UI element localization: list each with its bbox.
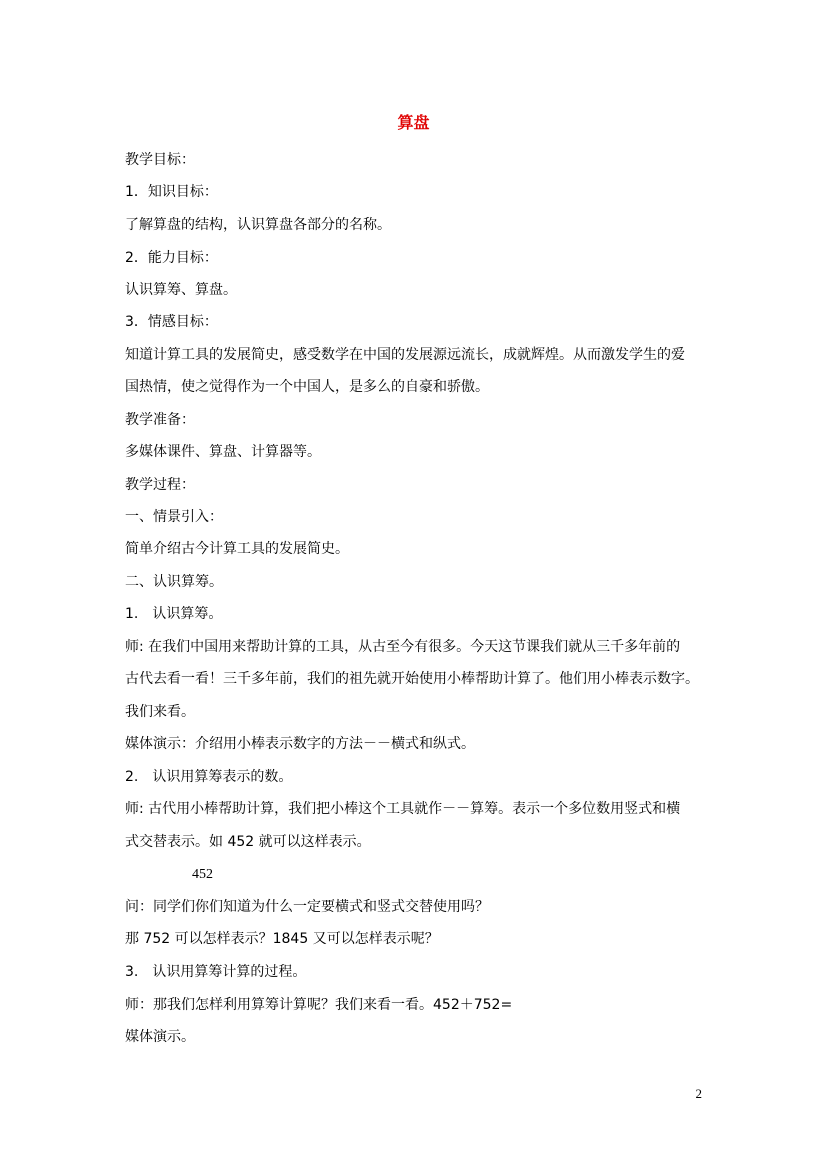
document-title: 算盘 xyxy=(397,113,430,132)
text-line: 2. 认识用算筹表示的数。 xyxy=(125,769,293,785)
text-line: 1．知识目标： xyxy=(125,184,218,200)
text-line: 式交替表示。如 452 就可以这样表示。 xyxy=(125,834,371,850)
text-line: 1. 认识算筹。 xyxy=(125,606,223,622)
text-line: 师：那我们怎样利用算筹计算呢？我们来看一看。452＋752= xyxy=(125,997,513,1013)
text-line: 教学目标： xyxy=(125,152,195,168)
text-line: 452 xyxy=(192,867,213,882)
text-line: 我们来看。 xyxy=(125,704,195,720)
text-line: 国热情，使之觉得作为一个中国人，是多么的自豪和骄傲。 xyxy=(125,379,489,395)
text-line: 认识算筹、算盘。 xyxy=(125,282,237,298)
page-number: 2 xyxy=(695,1086,702,1101)
text-line: 那 752 可以怎样表示？1845 又可以怎样表示呢？ xyxy=(125,931,439,947)
text-line: 3．情感目标： xyxy=(125,314,218,330)
text-line: 问：同学们你们知道为什么一定要横式和竖式交替使用吗？ xyxy=(125,899,489,915)
text-line: 媒体演示：介绍用小棒表示数字的方法－－横式和纵式。 xyxy=(125,736,475,752)
text-line: 二、认识算筹。 xyxy=(125,574,223,590)
text-line: 教学过程： xyxy=(125,477,195,493)
text-line: 古代去看一看！三千多年前，我们的祖先就开始使用小棒帮助计算了。他们用小棒表示数字。 xyxy=(125,671,699,687)
text-line: 简单介绍古今计算工具的发展简史。 xyxy=(125,541,349,557)
text-line: 教学准备： xyxy=(125,412,195,428)
text-line: 师: 在我们中国用来帮助计算的工具，从古至今有很多。今天这节课我们就从三千多年前的 xyxy=(125,639,681,655)
text-line: 了解算盘的结构，认识算盘各部分的名称。 xyxy=(125,217,391,233)
text-line: 2．能力目标： xyxy=(125,250,218,266)
text-line: 师: 古代用小棒帮助计算，我们把小棒这个工具就作－－算筹。表示一个多位数用竖式和横 xyxy=(125,801,681,817)
text-line: 3. 认识用算筹计算的过程。 xyxy=(125,964,307,980)
text-line: 知道计算工具的发展简史，感受数学在中国的发展源远流长，成就辉煌。从而激发学生的爱 xyxy=(125,347,685,363)
text-line: 多媒体课件、算盘、计算器等。 xyxy=(125,444,321,460)
text-line: 一、情景引入： xyxy=(125,509,223,525)
text-line: 媒体演示。 xyxy=(125,1029,195,1045)
